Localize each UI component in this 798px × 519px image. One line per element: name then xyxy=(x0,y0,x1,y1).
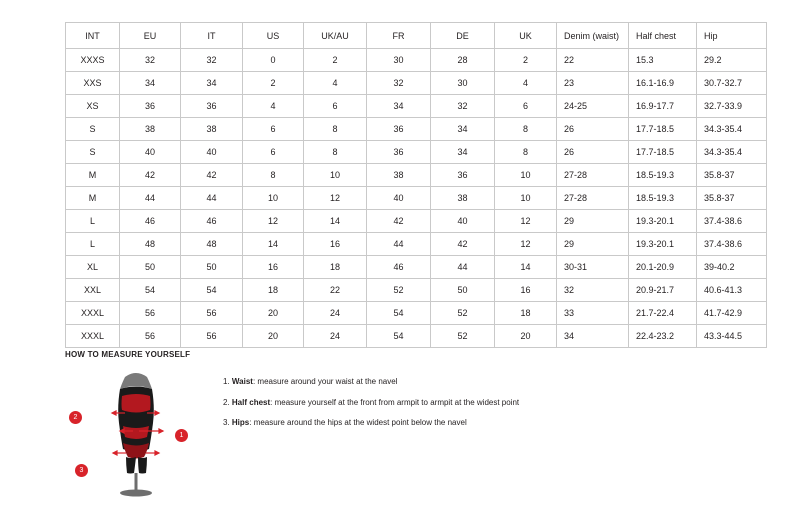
table-cell: 12 xyxy=(495,210,557,233)
table-row xyxy=(66,187,767,210)
table-cell: 34.3-35.4 xyxy=(697,141,767,164)
table-cell: 42 xyxy=(431,233,495,256)
table-cell: 41.7-42.9 xyxy=(697,302,767,325)
table-cell: L xyxy=(66,210,120,233)
table-cell: 34 xyxy=(181,72,243,95)
table-cell: 40 xyxy=(367,187,431,210)
marker-3: 3 xyxy=(75,464,88,477)
table-cell: 38 xyxy=(367,164,431,187)
table-cell: 10 xyxy=(495,187,557,210)
measure-note-text: : measure around the hips at the widest point below the navel xyxy=(249,418,467,428)
measure-note-text: : measure around your waist at the navel xyxy=(252,377,398,386)
table-cell: 36 xyxy=(431,164,495,187)
table-cell: 44 xyxy=(367,233,431,256)
table-cell: 16 xyxy=(243,256,304,279)
table-cell: 32 xyxy=(181,49,243,72)
table-cell: 42 xyxy=(181,164,243,187)
table-cell: 37.4-38.6 xyxy=(697,233,767,256)
table-cell: 54 xyxy=(367,302,431,325)
table-cell: 14 xyxy=(304,210,367,233)
column-header: Hip xyxy=(697,23,767,49)
table-cell: 34 xyxy=(431,141,495,164)
table-cell: 2 xyxy=(304,49,367,72)
table-cell: 8 xyxy=(304,118,367,141)
table-cell: 17.7-18.5 xyxy=(629,141,697,164)
table-cell: XXXL xyxy=(66,325,120,348)
table-cell: 42 xyxy=(367,210,431,233)
table-cell: 24 xyxy=(304,302,367,325)
column-header: DE xyxy=(431,23,495,49)
table-cell: 18 xyxy=(243,279,304,302)
column-header: EU xyxy=(120,23,181,49)
table-cell: 20 xyxy=(243,325,304,348)
table-cell: 6 xyxy=(495,95,557,118)
table-cell: 44 xyxy=(431,256,495,279)
table-cell: 14 xyxy=(495,256,557,279)
table-cell: 46 xyxy=(181,210,243,233)
table-cell: 22 xyxy=(304,279,367,302)
table-cell: 10 xyxy=(243,187,304,210)
table-cell: 30 xyxy=(367,49,431,72)
table-row xyxy=(66,233,767,256)
table-cell: 44 xyxy=(120,187,181,210)
table-cell: S xyxy=(66,118,120,141)
table-cell: 16 xyxy=(304,233,367,256)
measure-note-number: 2. xyxy=(223,397,230,407)
table-cell: 36 xyxy=(181,95,243,118)
table-cell: L xyxy=(66,233,120,256)
table-cell: 27-28 xyxy=(557,187,629,210)
measure-note-text: : measure yourself at the front from armpit to armpit at the widest point xyxy=(270,397,520,407)
table-cell: 20.9-21.7 xyxy=(629,279,697,302)
table-cell: 32 xyxy=(557,279,629,302)
table-cell: 34.3-35.4 xyxy=(697,118,767,141)
table-cell: 12 xyxy=(243,210,304,233)
table-cell: 6 xyxy=(243,118,304,141)
table-cell: 6 xyxy=(304,95,367,118)
table-cell: 19.3-20.1 xyxy=(629,210,697,233)
table-cell: 46 xyxy=(367,256,431,279)
table-cell: 48 xyxy=(181,233,243,256)
table-cell: 56 xyxy=(120,325,181,348)
mannequin-figure-area xyxy=(65,369,205,499)
table-cell: XXS xyxy=(66,72,120,95)
table-cell: 54 xyxy=(120,279,181,302)
table-cell: 56 xyxy=(181,302,243,325)
table-cell: 27-28 xyxy=(557,164,629,187)
table-cell: 39-40.2 xyxy=(697,256,767,279)
mannequin-illustration xyxy=(95,369,177,497)
table-cell: 29 xyxy=(557,210,629,233)
table-cell: 16.1-16.9 xyxy=(629,72,697,95)
table-cell: 40.6-41.3 xyxy=(697,279,767,302)
table-cell: 8 xyxy=(304,141,367,164)
table-cell: 34 xyxy=(557,325,629,348)
table-row xyxy=(66,49,767,72)
table-cell: 32.7-33.9 xyxy=(697,95,767,118)
table-cell: 24 xyxy=(304,325,367,348)
table-cell: 21.7-22.4 xyxy=(629,302,697,325)
table-cell: XS xyxy=(66,95,120,118)
table-cell: 36 xyxy=(367,118,431,141)
table-cell: 26 xyxy=(557,141,629,164)
table-cell: 6 xyxy=(243,141,304,164)
table-cell: 26 xyxy=(557,118,629,141)
table-cell: 32 xyxy=(431,95,495,118)
table-cell: 52 xyxy=(367,279,431,302)
table-cell: 4 xyxy=(304,72,367,95)
table-cell: 40 xyxy=(431,210,495,233)
table-cell: 8 xyxy=(243,164,304,187)
table-cell: 20.1-20.9 xyxy=(629,256,697,279)
table-cell: 35.8-37 xyxy=(697,187,767,210)
table-row xyxy=(66,210,767,233)
table-cell: 42 xyxy=(120,164,181,187)
table-cell: 20 xyxy=(495,325,557,348)
column-header: Denim (waist) xyxy=(557,23,629,49)
table-cell: 16.9-17.7 xyxy=(629,95,697,118)
table-cell: 50 xyxy=(120,256,181,279)
measure-note-number: 3. xyxy=(223,418,230,428)
measure-note xyxy=(223,377,519,387)
table-cell: 18.5-19.3 xyxy=(629,164,697,187)
column-header: US xyxy=(243,23,304,49)
table-cell: 29 xyxy=(557,233,629,256)
table-cell: 18.5-19.3 xyxy=(629,187,697,210)
size-chart-table-container xyxy=(65,22,743,348)
table-cell: 20 xyxy=(243,302,304,325)
measure-note-number: 1. xyxy=(223,377,230,386)
table-cell: 54 xyxy=(181,279,243,302)
table-cell: 16 xyxy=(495,279,557,302)
table-header xyxy=(66,23,767,49)
table-cell: 30.7-32.7 xyxy=(697,72,767,95)
column-header: FR xyxy=(367,23,431,49)
table-cell: 30-31 xyxy=(557,256,629,279)
table-cell: 18 xyxy=(495,302,557,325)
table-cell: 10 xyxy=(495,164,557,187)
table-row xyxy=(66,141,767,164)
table-cell: 35.8-37 xyxy=(697,164,767,187)
table-row xyxy=(66,118,767,141)
table-cell: 18 xyxy=(304,256,367,279)
table-cell: 12 xyxy=(495,233,557,256)
table-cell: 33 xyxy=(557,302,629,325)
table-cell: 34 xyxy=(431,118,495,141)
column-header: IT xyxy=(181,23,243,49)
table-cell: 15.3 xyxy=(629,49,697,72)
marker-1: 1 xyxy=(175,429,188,442)
how-to-measure-section xyxy=(65,350,733,499)
table-cell: 32 xyxy=(120,49,181,72)
table-cell: 43.3-44.5 xyxy=(697,325,767,348)
table-cell: 38 xyxy=(181,118,243,141)
table-cell: 52 xyxy=(431,302,495,325)
table-cell: 12 xyxy=(304,187,367,210)
how-to-measure-body xyxy=(65,369,733,499)
table-cell: 2 xyxy=(495,49,557,72)
table-body xyxy=(66,49,767,348)
table-cell: 40 xyxy=(120,141,181,164)
marker-2: 2 xyxy=(69,411,82,424)
table-cell: 36 xyxy=(367,141,431,164)
table-cell: S xyxy=(66,141,120,164)
table-cell: 36 xyxy=(120,95,181,118)
measure-note xyxy=(223,398,519,408)
table-cell: 4 xyxy=(243,95,304,118)
table-cell: 22 xyxy=(557,49,629,72)
table-cell: 19.3-20.1 xyxy=(629,233,697,256)
table-cell: 56 xyxy=(120,302,181,325)
table-row xyxy=(66,164,767,187)
table-row xyxy=(66,279,767,302)
measure-note-term: Hips xyxy=(231,418,250,428)
table-cell: 30 xyxy=(431,72,495,95)
table-cell: 22.4-23.2 xyxy=(629,325,697,348)
table-row xyxy=(66,302,767,325)
table-cell: XXXL xyxy=(66,302,120,325)
table-cell: XXL xyxy=(66,279,120,302)
table-cell: 17.7-18.5 xyxy=(629,118,697,141)
table-cell: 24-25 xyxy=(557,95,629,118)
table-cell: 52 xyxy=(431,325,495,348)
table-row xyxy=(66,256,767,279)
table-row xyxy=(66,95,767,118)
table-cell: M xyxy=(66,187,120,210)
measure-note-term: Waist xyxy=(231,377,253,386)
measure-notes xyxy=(223,369,519,439)
table-cell: M xyxy=(66,164,120,187)
table-cell: 50 xyxy=(181,256,243,279)
table-cell: 44 xyxy=(181,187,243,210)
table-cell: 29.2 xyxy=(697,49,767,72)
table-cell: XXXS xyxy=(66,49,120,72)
table-row xyxy=(66,72,767,95)
table-cell: 38 xyxy=(120,118,181,141)
measure-note xyxy=(223,418,519,428)
table-cell: 4 xyxy=(495,72,557,95)
table-cell: 0 xyxy=(243,49,304,72)
table-cell: 8 xyxy=(495,141,557,164)
table-cell: 46 xyxy=(120,210,181,233)
table-cell: 54 xyxy=(367,325,431,348)
table-header-row xyxy=(66,23,767,49)
table-cell: 56 xyxy=(181,325,243,348)
table-cell: 14 xyxy=(243,233,304,256)
table-cell: 34 xyxy=(367,95,431,118)
table-cell: 40 xyxy=(181,141,243,164)
table-cell: 38 xyxy=(431,187,495,210)
table-row xyxy=(66,325,767,348)
column-header: UK xyxy=(495,23,557,49)
table-cell: 37.4-38.6 xyxy=(697,210,767,233)
how-to-measure-title: HOW TO MEASURE YOURSELF xyxy=(65,350,191,359)
table-cell: 32 xyxy=(367,72,431,95)
table-cell: 50 xyxy=(431,279,495,302)
column-header: INT xyxy=(66,23,120,49)
measure-note-term: Half chest xyxy=(231,397,271,407)
table-cell: 48 xyxy=(120,233,181,256)
table-cell: 34 xyxy=(120,72,181,95)
table-cell: 10 xyxy=(304,164,367,187)
table-cell: XL xyxy=(66,256,120,279)
table-cell: 2 xyxy=(243,72,304,95)
table-cell: 8 xyxy=(495,118,557,141)
table-cell: 23 xyxy=(557,72,629,95)
column-header: Half chest xyxy=(629,23,697,49)
size-chart-table xyxy=(65,22,767,348)
table-cell: 28 xyxy=(431,49,495,72)
column-header: UK/AU xyxy=(304,23,367,49)
